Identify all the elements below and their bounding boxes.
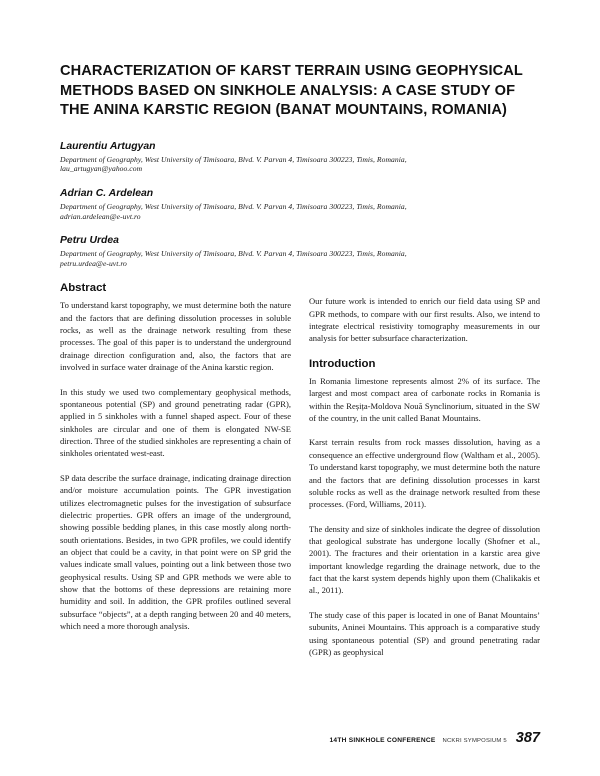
introduction-paragraph: In Romania limestone represents almost 2% of its surface. The largest and most compact area of carbonate rocks in Romania is within the Reșița-Moldova Nouă Synclinorium, situated in the SW of the country, in the unit called Banat Mountains. [309,375,540,423]
right-column [309,281,540,658]
author-affiliation: Department of Geography, West University of Timisoara, Blvd. V. Parvan 4, Timisoara 300223, Timis, Romania, [60,249,407,259]
left-column [60,281,291,658]
introduction-paragraph: Karst terrain results from rock masses dissolution, having as a consequence an effective underground flow (Waltham et al., 2005). To understand karst topography, we must determine both the nature and the factors that are defining dissolution processes in karst soluble rocks as well as the drainage network resulted from these processes. (Ford, Williams, 2011). [309,437,540,510]
footer-page-number: 387 [515,730,540,746]
abstract-paragraph: In this study we used two complementary geophysical methods, spontaneous potential (SP) and ground penetrating radar (GPR), applied in 5 sinkholes with a funnel shaped aspect. Four of these sinkholes are circular and one of them is elongated NW-SE direction. Three of the studied sinkholes are representing a chain of sinkholes orientated west-east. [60,386,291,459]
author-block-2 [60,187,540,221]
author-name: Laurentiu Artugyan [60,140,156,152]
author-block-3 [60,234,540,268]
two-column-body [60,281,540,658]
author-affiliation: Department of Geography, West University of Timisoara, Blvd. V. Parvan 4, Timisoara 300223, Timis, Romania, [60,154,407,164]
author-name: Adrian C. Ardelean [60,187,154,199]
abstract-heading: Abstract [60,282,107,295]
author-affiliation: Department of Geography, West University of Timisoara, Blvd. V. Parvan 4, Timisoara 300223, Timis, Romania, [60,201,407,211]
author-name: Petru Urdea [60,235,119,247]
introduction-paragraph: The density and size of sinkholes indicate the degree of dissolution that geological substrate has undergone locally (Shofner et al., 2001). The fractures and their orientation in a karstic area give important knowledge regarding the drainage network, due to the fact that the karst system depends highly upon them (Chalikakis et al., 2011). [309,523,540,596]
introduction-paragraph: The study case of this paper is located in one of Banat Mountains’ subunits, Aninei Mountains. This approach is a comparative study using spontaneous potential (SP) and ground penetrating radar (GPR) as geophysical [309,609,540,657]
author-email[interactable]: lau_artugyan@yahoo.com [60,164,143,174]
column-top-spacer [309,281,540,295]
page-footer [60,730,540,746]
abstract-paragraph: SP data describe the surface drainage, indicating drainage direction and/or moisture accumulation points. The GPR investigation utilizes electromagnetic pulses for the investigation of subsurface dielectric properties. GPR offers an image of the underground, showing possible bedding planes, in this case mostly along north-south orientations. Besides, in two GPR profiles, we could identify an object that could be a cavity, in that point were on SP grid the values indicate small values, pointing out a link between those two geophysical results. Using SP and GPR methods we were able to show that the bottoms of these depressions are retaining more humidity and soil. In addition, the GPR profiles outlined several subsurface “objects”, at a depth ranging between 20 and 40 meters, which need a more thorough analysis. [60,472,291,631]
author-block-1 [60,140,540,174]
introduction-heading: Introduction [309,357,376,370]
footer-symposium-name: NCKRI SYMPOSIUM 5 [442,738,507,744]
abstract-continuation-paragraph: Our future work is intended to enrich our field data using SP and GPR methods, to compare with our first results. Also, we intend to integrate electrical resistivity tomography measurements in our analysis for better subsurface characterization. [309,296,540,344]
page-title: CHARACTERIZATION OF KARST TERRAIN USING GEOPHYSICAL METHODS BASED ON SINKHOLE ANALYSIS: A CASE STUDY OF THE ANINA KARSTIC REGION (BANAT MOUNTAINS, ROMANIA) [60,63,523,119]
footer-conference-name: 14TH SINKHOLE CONFERENCE [329,737,436,744]
author-email[interactable]: petru.urdea@e-uvt.ro [60,258,127,268]
abstract-paragraph: To understand karst topography, we must determine both the nature and the factors that are defining dissolution processes in soluble rocks, as well as the drainage network resulting from these processes. The goal of this paper is to understand the underground drainage direction configuration and, also, the factors that are involved in surface water drainage of the Anina karstic region. [60,300,291,373]
author-email[interactable]: adrian.ardelean@e-uvt.ro [60,211,141,221]
